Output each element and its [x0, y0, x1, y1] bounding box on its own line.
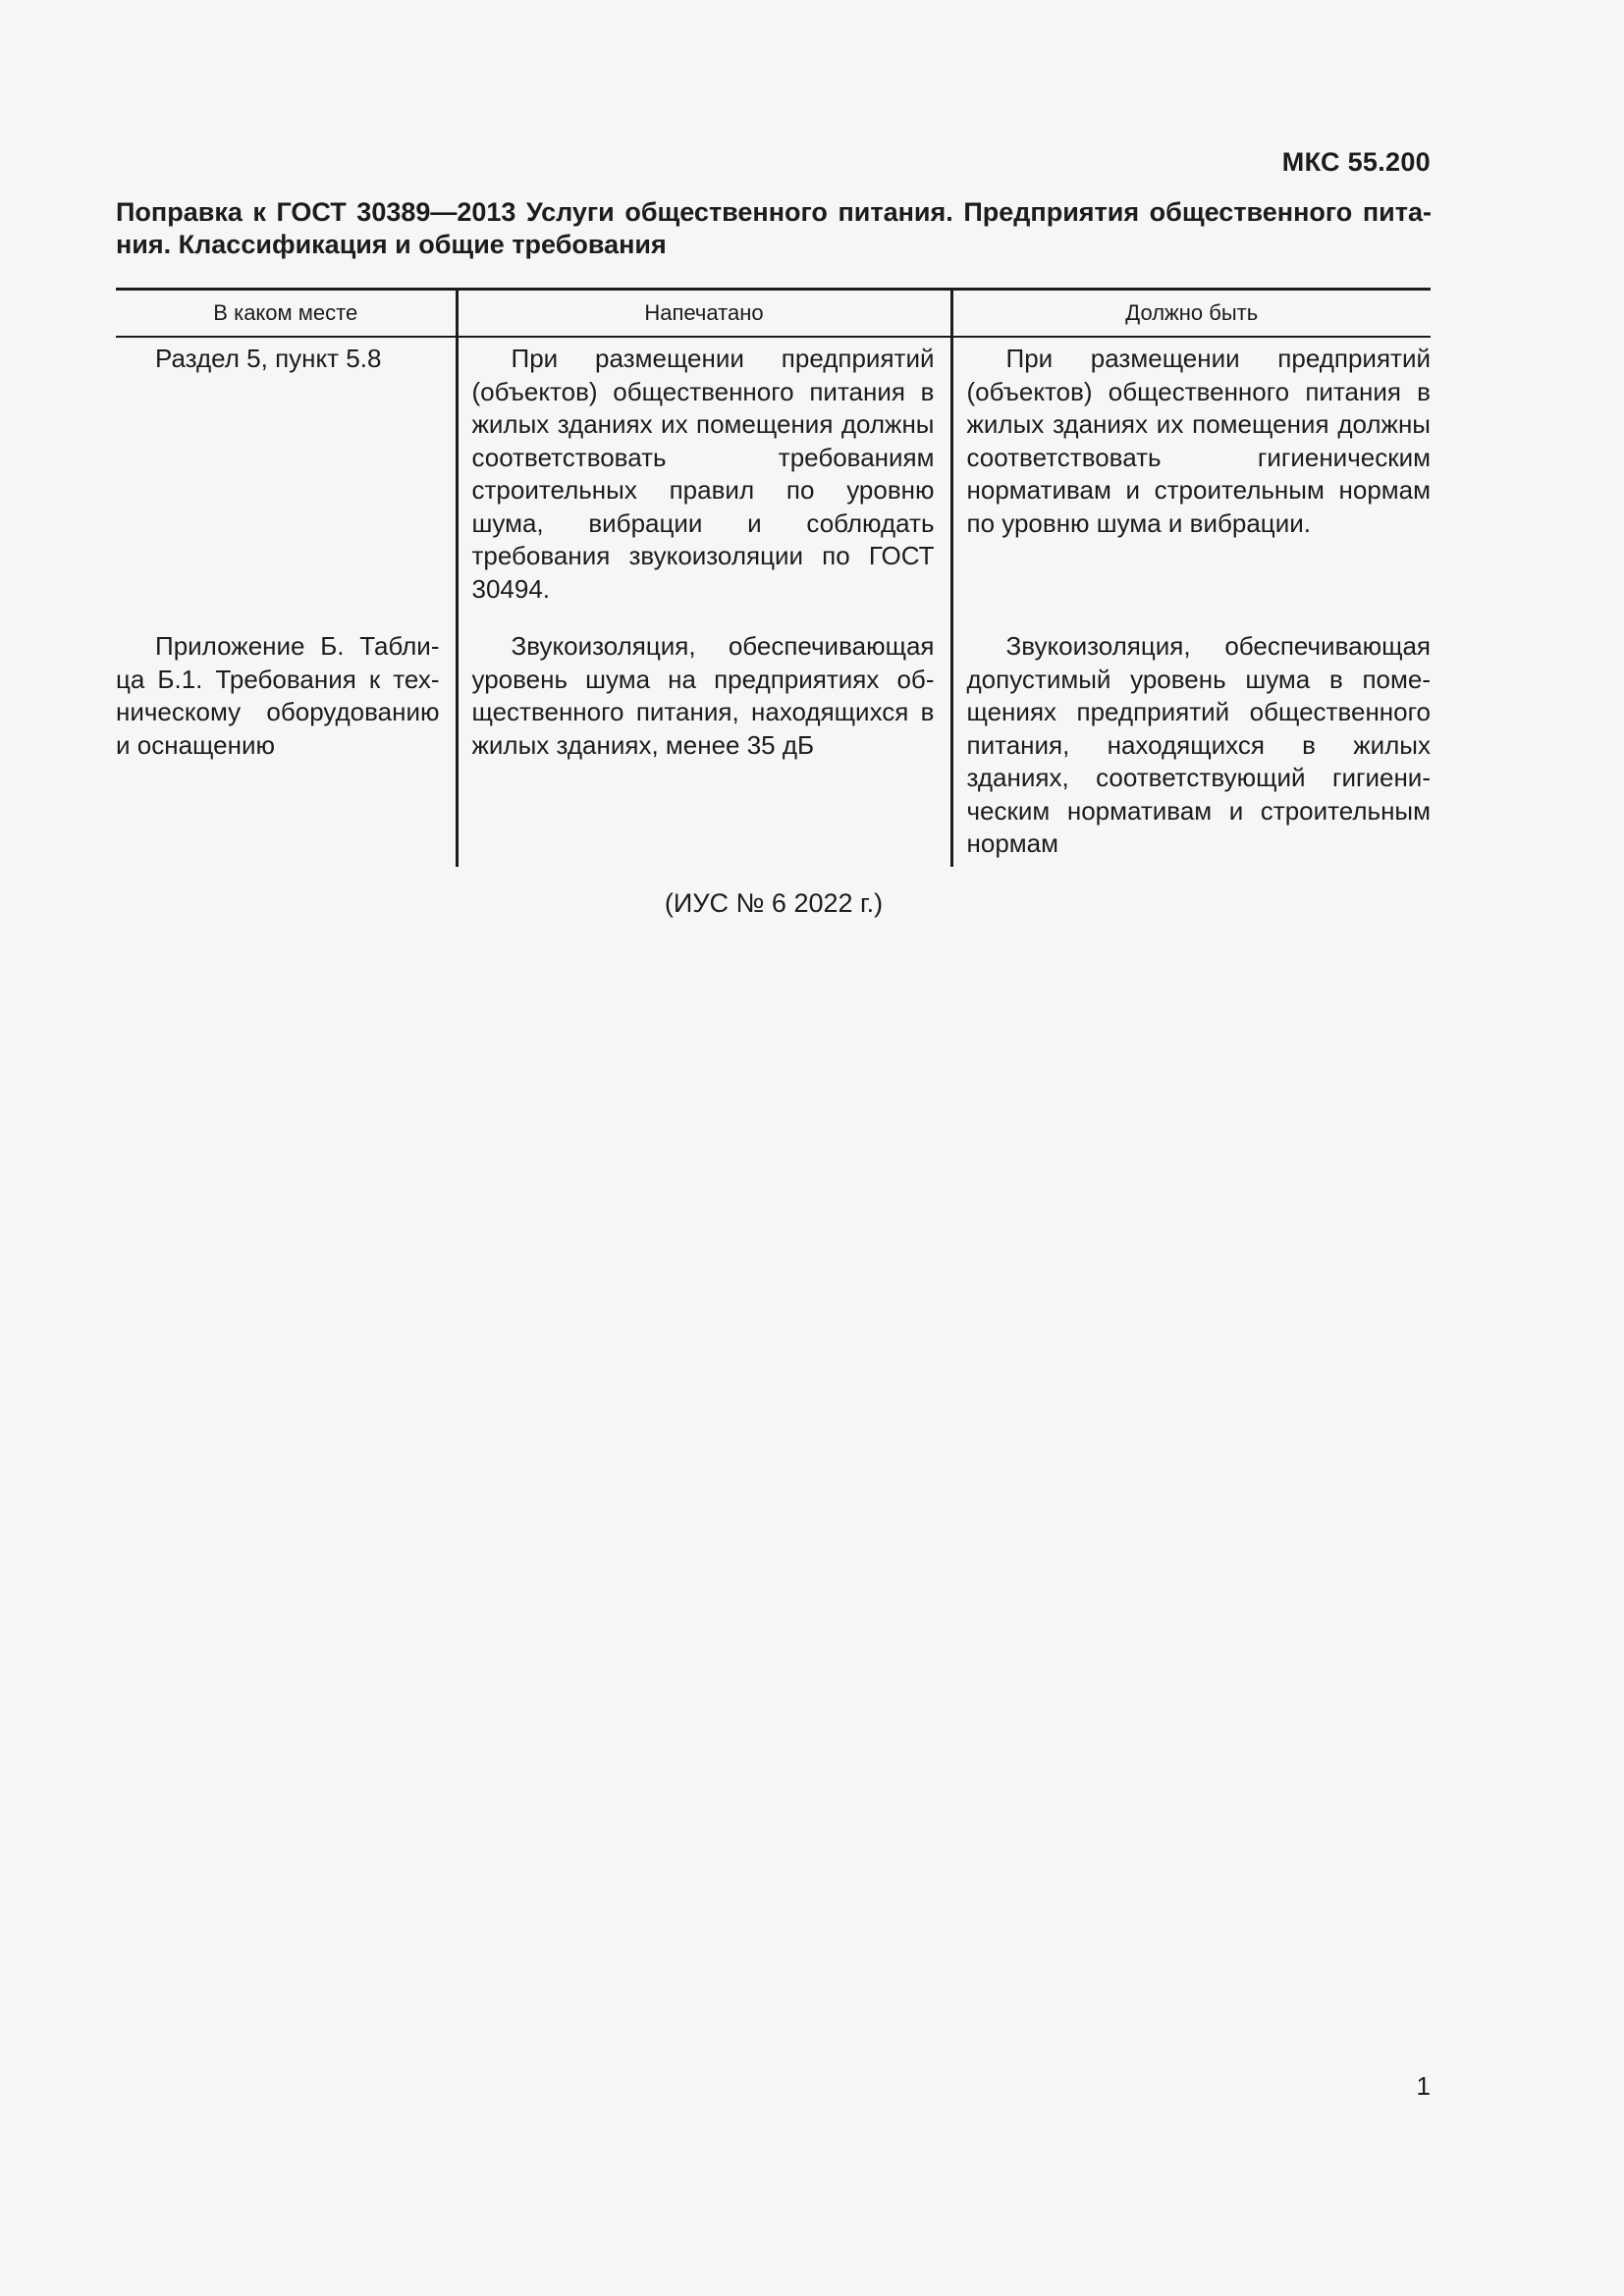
document-title: Поправка к ГОСТ 30389—2013 Услуги общественного питания. Предприятия общественного питания. Классификация и общие требования	[116, 197, 1432, 259]
column-header-printed: Напечатано	[457, 290, 951, 338]
cell-should-be: Звукоизоляция, обеспечивающая допустимый уровень шума в помещениях предприятий общественного питания, находящихся в жилых зданиях, соответствующий гигиеническим нормативам и строительным нормам	[951, 625, 1431, 867]
cell-where: Раздел 5, пункт 5.8	[155, 344, 382, 373]
mks-code: МКС 55.200	[1281, 147, 1431, 177]
cell-should-be: При размещении предприятий (объектов) общественного питания в жилых зданиях их помещения должны соответствовать гигиеническим нормативам и строительным нормам по уровню шума и вибрации.	[951, 337, 1431, 625]
table-row	[116, 625, 1431, 867]
cell-printed: Звукоизоляция, обеспечивающая уровень шума на предприятиях общественного питания, находящихся в жилых зданиях, менее 35 дБ	[457, 625, 951, 867]
ius-reference: (ИУС № 6 2022 г.)	[664, 888, 884, 918]
table-row	[116, 337, 1431, 625]
cell-where: Приложение Б. Таблица Б.1. Требования к техническому оборудованию и оснащению	[116, 631, 440, 760]
column-header-where: В каком месте	[116, 290, 457, 338]
correction-table	[116, 288, 1431, 867]
cell-printed: При размещении предприятий (объектов) общественного питания в жилых зданиях их помещения должны соответствовать требованиям строительных правил по уровню шума, вибрации и соблюдать требования звукоизоляции по ГОСТ 30494.	[457, 337, 951, 625]
column-header-should-be: Должно быть	[951, 290, 1431, 338]
table-header-row	[116, 290, 1431, 338]
page-number: 1	[1416, 2071, 1431, 2101]
